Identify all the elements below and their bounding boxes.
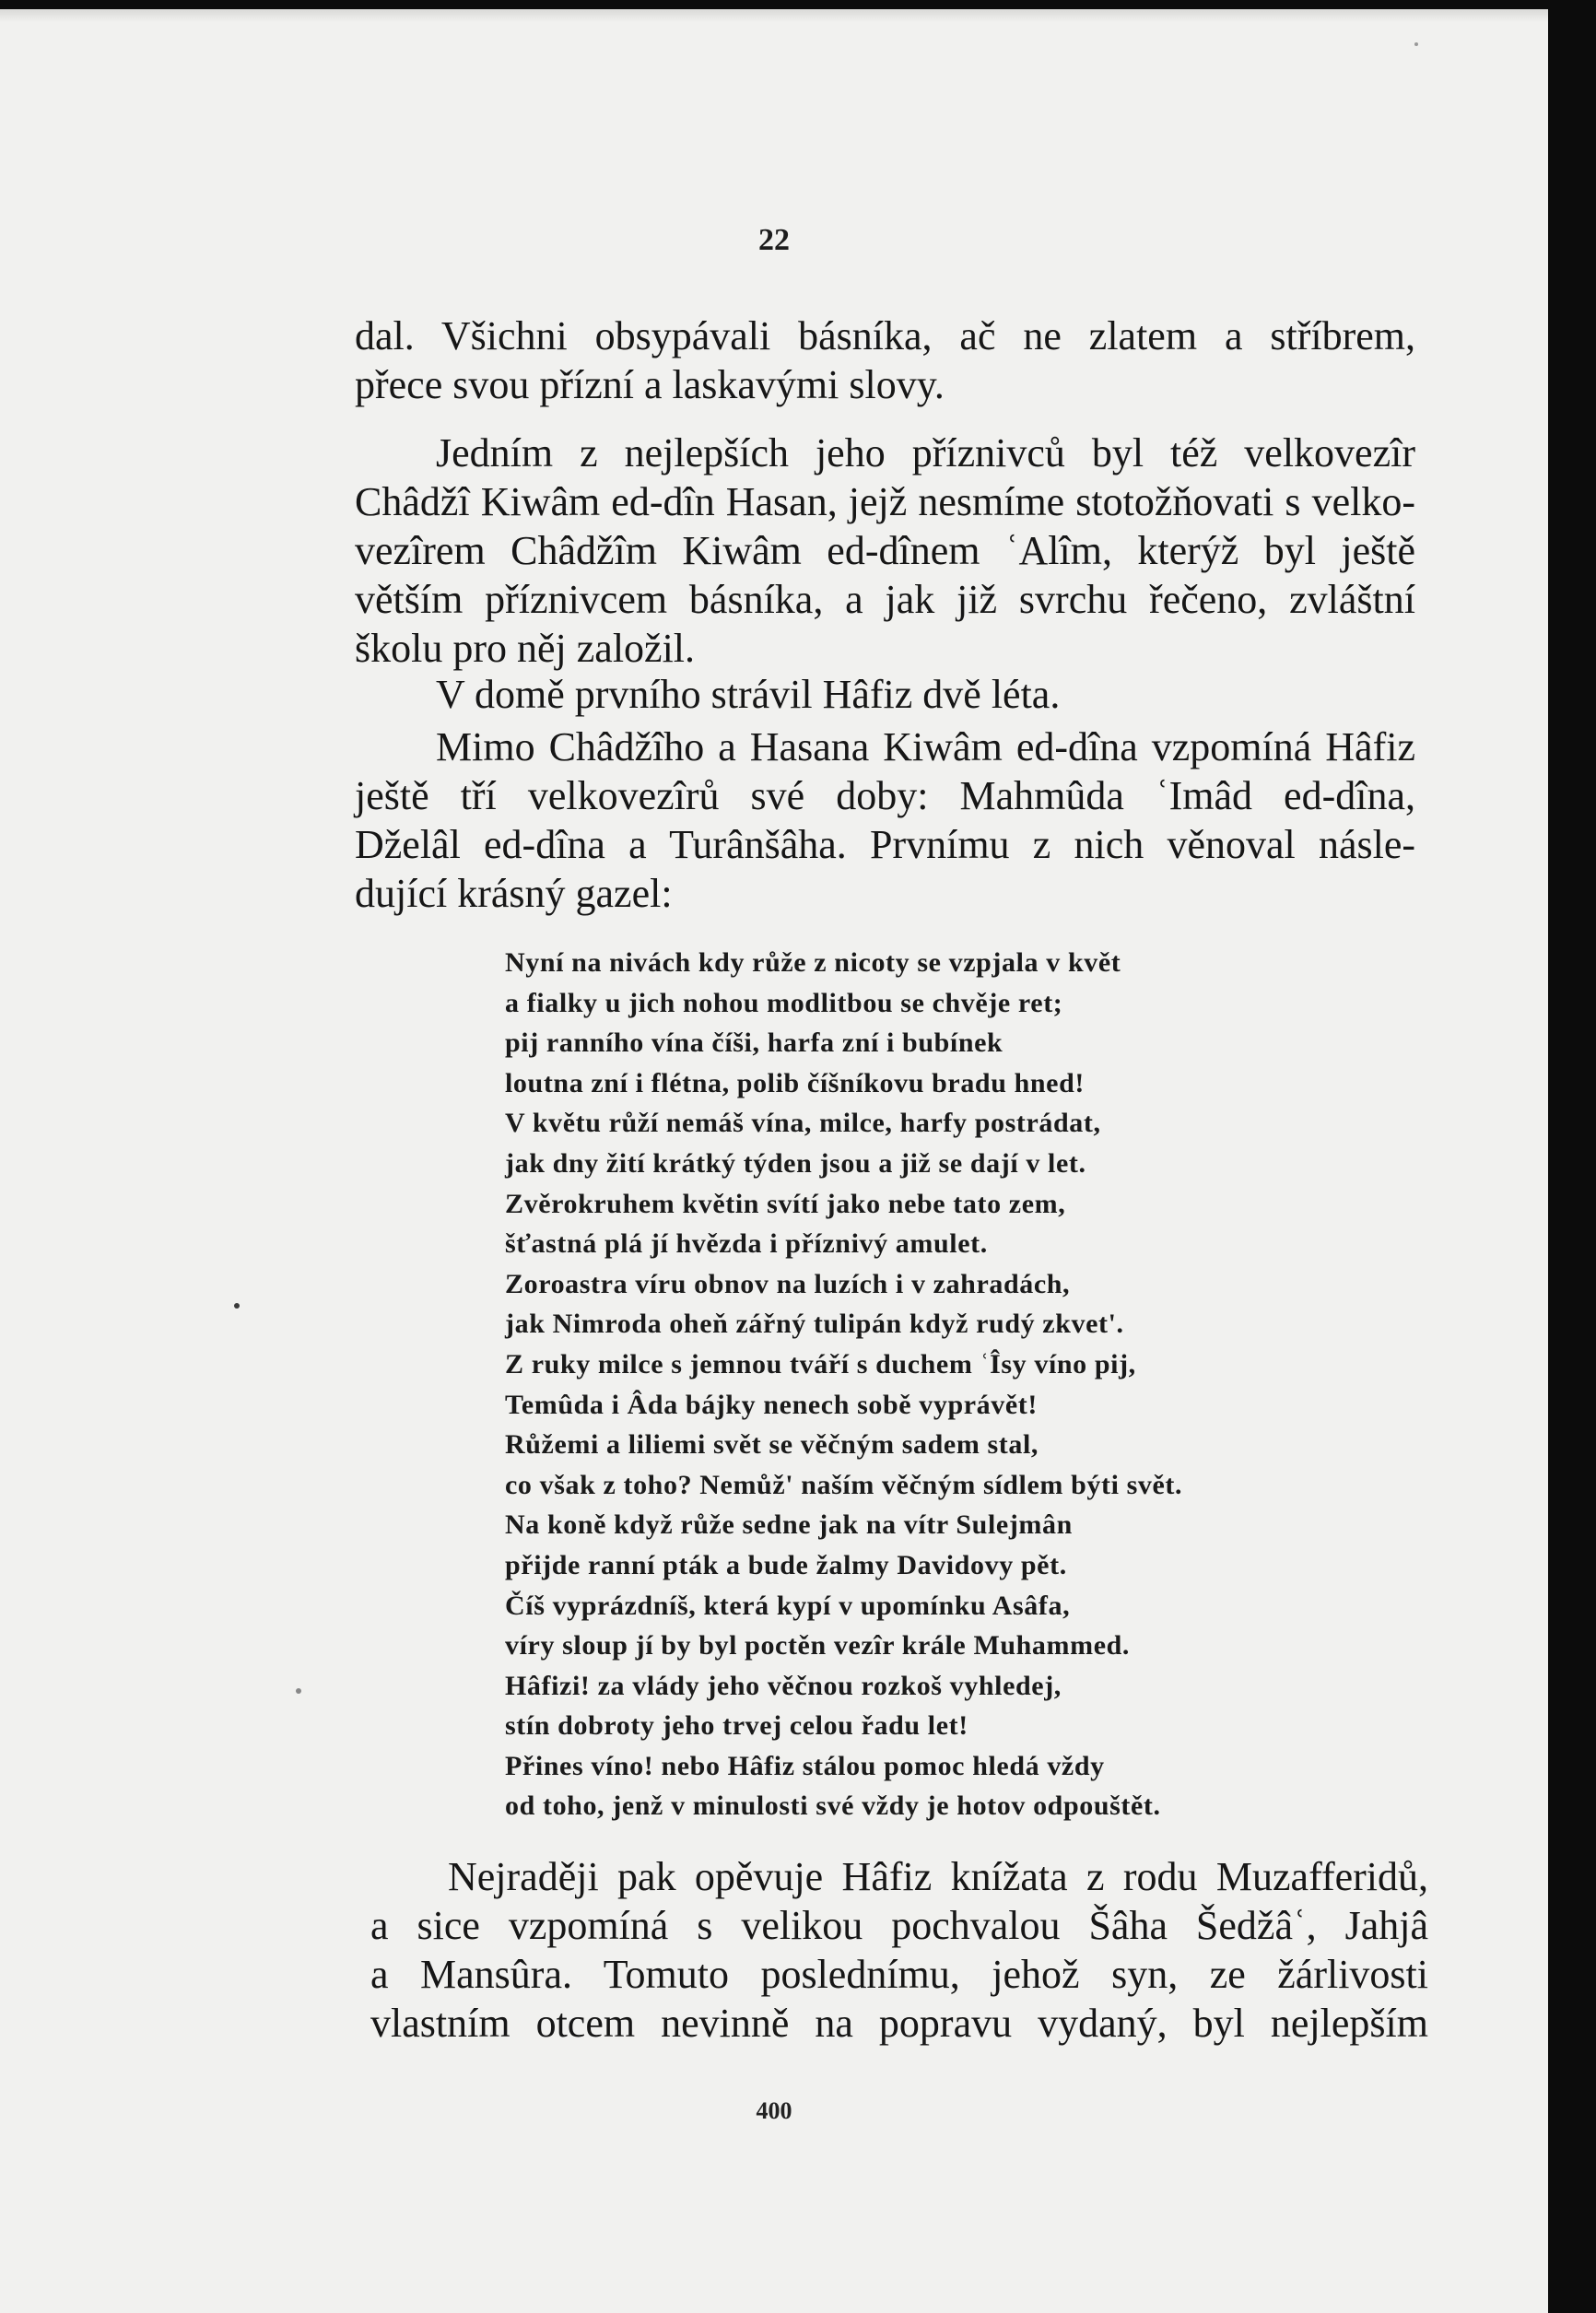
- poem-line: Zoroastra víru obnov na luzích i v zahradách,: [505, 1268, 1071, 1299]
- book-page: [0, 9, 1548, 2313]
- paper-speck: [1414, 42, 1418, 46]
- text-line: dující krásný gazel:: [355, 871, 673, 916]
- poem-line: jak dny žití krátký týden jsou a již se dají v let.: [505, 1147, 1086, 1179]
- text-line: vlastním otcem nevinně na popravu vydaný, byl nejlepším: [370, 2001, 1428, 2046]
- paragraph-1: [355, 311, 1415, 409]
- poem-line: Zvěrokruhem květin svítí jako nebe tato zem,: [505, 1188, 1066, 1219]
- text-line: Nejraději pak opěvuje Hâfiz knížata z rodu Muzafferidů,: [448, 1854, 1428, 1899]
- gazel-poem: [505, 943, 1334, 1826]
- text-line: ještě tří velkovezîrů své doby: Mahmûda ʿImâd ed-dîna,: [355, 773, 1415, 818]
- poem-line: co však z toho? Nemůž' naším věčným sídlem býti svět.: [505, 1469, 1183, 1500]
- paragraph-5: [370, 1852, 1428, 2048]
- text-line: V domě prvního strávil Hâfiz dvě léta.: [436, 672, 1061, 717]
- poem-line: Hâfizi! za vlády jeho věčnou rozkoš vyhledej,: [505, 1670, 1062, 1701]
- poem-line: Nyní na nivách kdy růže z nicoty se vzpjala v květ: [505, 947, 1121, 978]
- poem-line: víry sloup jí by byl poctěn vezîr krále Muhammed.: [505, 1630, 1131, 1661]
- paragraph-2: [355, 429, 1415, 673]
- poem-line: loutna zní i flétna, polib číšníkovu bradu hned!: [505, 1067, 1085, 1098]
- poem-line: Temûda i Âda bájky nenech sobě vyprávět!: [505, 1389, 1038, 1420]
- text-line: Dželâl ed-dîna a Turânšâha. Prvnímu z nich věnoval násle-: [355, 822, 1415, 867]
- text-line: větším příznivcem básníka, a jak již svrchu řečeno, zvláštní: [355, 577, 1415, 622]
- text-line: Jedním z nejlepších jeho příznivců byl též velkovezîr: [436, 430, 1415, 476]
- poem-line: přijde ranní pták a bude žalmy Davidovy pět.: [505, 1549, 1067, 1580]
- text-line: a Mansûra. Tomuto poslednímu, jehož syn, ze žárlivosti: [370, 1952, 1428, 1997]
- text-line: Châdžî Kiwâm ed-dîn Hasan, jejž nesmíme stotožňovati s velko-: [355, 479, 1415, 524]
- poem-line: šťastná plá jí hvězda i příznivý amulet.: [505, 1228, 988, 1260]
- poem-line: pij ranního vína číši, harfa zní i bubínek: [505, 1027, 1003, 1059]
- paragraph-4: [355, 722, 1415, 918]
- poem-line: Růžemi a liliemi svět se věčným sadem stal,: [505, 1429, 1039, 1461]
- paper-speck: [234, 1303, 240, 1309]
- poem-line: V květu růží nemáš vína, milce, harfy postrádat,: [505, 1108, 1101, 1139]
- text-line: přece svou přízní a laskavými slovy.: [355, 362, 945, 407]
- poem-line: jak Nimroda oheň zářný tulipán když rudý zkvet'.: [505, 1309, 1124, 1340]
- signature-mark: 400: [756, 2097, 792, 2124]
- poem-line: Z ruky milce s jemnou tváří s duchem ʿÎsy víno pij,: [505, 1348, 1136, 1380]
- poem-line: od toho, jenž v minulosti své vždy je hotov odpouštět.: [505, 1791, 1161, 1822]
- text-line: školu pro něj založil.: [355, 626, 696, 671]
- text-line: a sice vzpomíná s velikou pochvalou Šâha Šedžâʿ, Jahjâ: [370, 1903, 1428, 1948]
- page-number: 22: [758, 223, 790, 257]
- poem-line: Přines víno! nebo Hâfiz stálou pomoc hledá vždy: [505, 1750, 1105, 1781]
- poem-line: a fialky u jich nohou modlitbou se chvěje ret;: [505, 987, 1063, 1018]
- paragraph-3: [355, 670, 1415, 719]
- text-line: dal. Všichni obsypávali básníka, ač ne zlatem a stříbrem,: [355, 313, 1415, 358]
- poem-line: Číš vyprázdníš, která kypí v upomínku Asâfa,: [505, 1590, 1071, 1621]
- text-line: Mimo Châdžîho a Hasana Kiwâm ed-dîna vzpomíná Hâfiz: [436, 724, 1415, 769]
- text-line: vezîrem Châdžîm Kiwâm ed-dînem ʿAlîm, kterýž byl ještě: [355, 528, 1415, 573]
- paper-speck: [296, 1688, 301, 1694]
- poem-line: Na koně když růže sedne jak na vítr Sulejmân: [505, 1509, 1073, 1541]
- poem-line: stín dobroty jeho trvej celou řadu let!: [505, 1710, 968, 1742]
- page-edge-shadow: [0, 9, 1548, 22]
